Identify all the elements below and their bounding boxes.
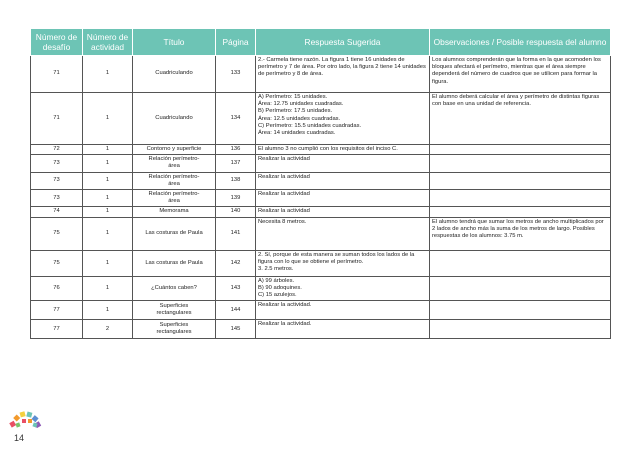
cell-observaciones	[430, 190, 611, 207]
table-row	[31, 320, 611, 339]
cell-pagina: 137	[216, 155, 256, 172]
cell-titulo: Cuadriculando	[133, 56, 216, 93]
header-respuesta-sugerida: Respuesta Sugerida	[256, 29, 430, 56]
table-row	[31, 301, 611, 320]
cell-observaciones: El alumno deberá calcular el área y perímetro de distintas figuras con base en una unidad de referencia.	[430, 93, 611, 145]
table-row	[31, 276, 611, 301]
table-row	[31, 93, 611, 145]
cell-observaciones	[430, 172, 611, 189]
cell-pagina: 140	[216, 207, 256, 217]
cell-actividad: 1	[83, 301, 133, 320]
cell-pagina: 142	[216, 250, 256, 276]
table-row	[31, 172, 611, 189]
cell-respuesta: Realizar la actividad	[256, 207, 430, 217]
page-number: 14	[14, 433, 25, 443]
cell-desafio: 75	[31, 217, 83, 250]
cell-pagina: 144	[216, 301, 256, 320]
cell-actividad: 1	[83, 217, 133, 250]
table-row	[31, 145, 611, 155]
header-observaciones: Observaciones / Posible respuesta del alumno	[430, 29, 611, 56]
cell-observaciones	[430, 155, 611, 172]
cell-actividad: 1	[83, 207, 133, 217]
cell-respuesta: El alumno 3 no cumplió con los requisitos del inciso C.	[256, 145, 430, 155]
cell-desafio: 76	[31, 276, 83, 301]
header-numero-actividad: Número de actividad	[83, 29, 133, 56]
cell-observaciones	[430, 145, 611, 155]
cell-desafio: 71	[31, 93, 83, 145]
cell-pagina: 143	[216, 276, 256, 301]
table-row	[31, 217, 611, 250]
table-row	[31, 56, 611, 93]
cell-desafio: 77	[31, 320, 83, 339]
cell-titulo: ¿Cuántos caben?	[133, 276, 216, 301]
cell-respuesta: Realizar la actividad	[256, 190, 430, 207]
cell-observaciones: Los alumnos comprenderán que la forma en la que acomoden los bloques afectará el perímetro, mientras que el área siempre dependerá del número de cuadros que se utilicen para formar la figura.	[430, 56, 611, 93]
cell-actividad: 1	[83, 56, 133, 93]
cell-actividad: 2	[83, 320, 133, 339]
cell-desafio: 73	[31, 190, 83, 207]
cell-titulo: Relación perímetro- área	[133, 155, 216, 172]
cell-respuesta: A) Perímetro: 15 unidades. Área: 12.75 unidades cuadradas. B) Perímetro: 17.5 unidades. Área: 12.5 unidades cuadradas. C) Perímetro: 15.5 unidades cuadradas. Área: 14 unidades cuadradas.	[256, 93, 430, 145]
cell-titulo: Relación perímetro- área	[133, 190, 216, 207]
table-row	[31, 190, 611, 207]
cell-pagina: 136	[216, 145, 256, 155]
cell-actividad: 1	[83, 93, 133, 145]
cell-respuesta: Necesita 8 metros.	[256, 217, 430, 250]
table-row	[31, 155, 611, 172]
cell-actividad: 1	[83, 155, 133, 172]
cell-respuesta: A) 99 árboles. B) 90 adoquines. C) 15 azulejos.	[256, 276, 430, 301]
cell-desafio: 72	[31, 145, 83, 155]
cell-respuesta: Realizar la actividad	[256, 172, 430, 189]
cell-actividad: 1	[83, 172, 133, 189]
cell-desafio: 73	[31, 155, 83, 172]
cell-titulo: Las costuras de Paula	[133, 250, 216, 276]
cell-observaciones: El alumno tendrá que sumar los metros de ancho multiplicados por 2 lados de ancho más la suma de los metros de largo. Posibles respuestas de los alumnos: 3.75 m.	[430, 217, 611, 250]
cell-titulo: Superficies rectangulares	[133, 301, 216, 320]
cell-pagina: 133	[216, 56, 256, 93]
cell-titulo: Relación perímetro- área	[133, 172, 216, 189]
cell-pagina: 138	[216, 172, 256, 189]
cell-observaciones	[430, 320, 611, 339]
cell-pagina: 141	[216, 217, 256, 250]
cell-titulo: Las costuras de Paula	[133, 217, 216, 250]
cell-actividad: 1	[83, 276, 133, 301]
cell-observaciones	[430, 207, 611, 217]
cell-respuesta: Realizar la actividad.	[256, 301, 430, 320]
cell-respuesta: 2.- Carmela tiene razón. La figura 1 tiene 16 unidades de perímetro y 7 de área. Por otro lado, la figura 2 tiene 14 unidades de perímetro y 8 de área.	[256, 56, 430, 93]
cell-observaciones	[430, 250, 611, 276]
header-titulo: Título	[133, 29, 216, 56]
table-header-row	[31, 29, 611, 56]
cell-observaciones	[430, 276, 611, 301]
cell-desafio: 75	[31, 250, 83, 276]
cell-desafio: 77	[31, 301, 83, 320]
table-row	[31, 250, 611, 276]
cell-respuesta: Realizar la actividad.	[256, 320, 430, 339]
cell-desafio: 71	[31, 56, 83, 93]
cell-titulo: Cuadriculando	[133, 93, 216, 145]
cell-titulo: Contorno y superficie	[133, 145, 216, 155]
cell-desafio: 74	[31, 207, 83, 217]
header-pagina: Página	[216, 29, 256, 56]
header-numero-desafio: Número de desafío	[31, 29, 83, 56]
cell-actividad: 1	[83, 145, 133, 155]
cell-pagina: 134	[216, 93, 256, 145]
cell-titulo: Superficies rectangulares	[133, 320, 216, 339]
cell-pagina: 145	[216, 320, 256, 339]
table-body	[31, 56, 611, 339]
cell-actividad: 1	[83, 190, 133, 207]
cell-pagina: 139	[216, 190, 256, 207]
cell-titulo: Memorama	[133, 207, 216, 217]
cell-respuesta: 2. Sí, porque de esta manera se suman todos los lados de la figura con lo que se obtiene el perímetro. 3. 2.5 metros.	[256, 250, 430, 276]
cell-observaciones	[430, 301, 611, 320]
cell-desafio: 73	[31, 172, 83, 189]
cell-actividad: 1	[83, 250, 133, 276]
answers-table	[30, 28, 611, 339]
cell-respuesta: Realizar la actividad	[256, 155, 430, 172]
table-row	[31, 207, 611, 217]
